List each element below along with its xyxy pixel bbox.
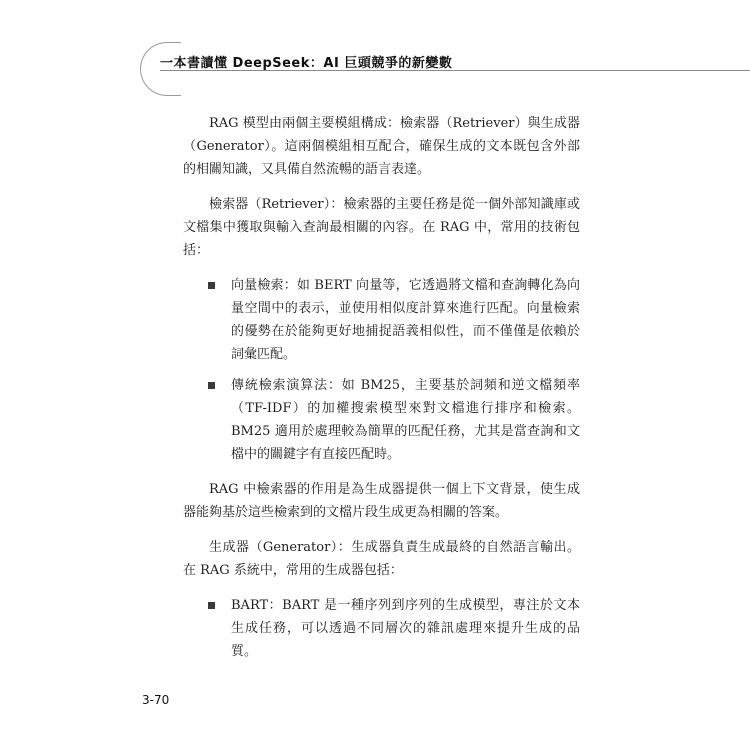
square-bullet-icon — [208, 382, 215, 389]
list-item — [183, 374, 580, 466]
running-header-title: 一本書讀懂 DeepSeek：AI 巨頭競爭的新變數 — [160, 56, 453, 71]
list-item-text: BART：BART 是一種序列到序列的生成模型，專注於文本生成任務，可以透過不同層次的雜訊處理來提升生成的品質。 — [231, 598, 580, 659]
list-item — [183, 274, 580, 366]
generator-model-list — [183, 594, 580, 663]
square-bullet-icon — [208, 282, 215, 289]
list-item-text: 向量檢索：如 BERT 向量等，它透過將文檔和查詢轉化為向量空間中的表示，並使用相似度計算來進行匹配。向量檢索的優勢在於能夠更好地捕捉語義相似性，而不僅僅是依賴於詞彙匹配。 — [231, 278, 580, 362]
page-body — [183, 112, 580, 675]
list-item-text: 傳統檢索演算法：如 BM25，主要基於詞頻和逆文檔頻率（TF-IDF）的加權搜索模型來對文檔進行排序和檢索。BM25 適用於處理較為簡單的匹配任務，尤其是當查詢和文檔中的關鍵字有直接匹配時。 — [231, 378, 580, 462]
paragraph-generator-intro: 生成器（Generator）：生成器負責生成最終的自然語言輸出。在 RAG 系統中，常用的生成器包括： — [183, 540, 580, 578]
page-number: 3-70 — [142, 693, 170, 707]
list-item — [183, 594, 580, 663]
paragraph-retriever-intro: 檢索器（Retriever）：檢索器的主要任務是從一個外部知識庫或文檔集中獲取與輸入查詢最相關的內容。在 RAG 中，常用的技術包括： — [183, 197, 580, 258]
square-bullet-icon — [208, 602, 215, 609]
retriever-technique-list — [183, 274, 580, 466]
paragraph-rag-intro: RAG 模型由兩個主要模組構成：檢索器（Retriever）與生成器（Generator）。這兩個模組相互配合，確保生成的文本既包含外部的相關知識，又具備自然流暢的語言表達。 — [183, 116, 580, 177]
paragraph-retriever-role: RAG 中檢索器的作用是為生成器提供一個上下文背景，使生成器能夠基於這些檢索到的文檔片段生成更為相關的答案。 — [183, 482, 580, 520]
